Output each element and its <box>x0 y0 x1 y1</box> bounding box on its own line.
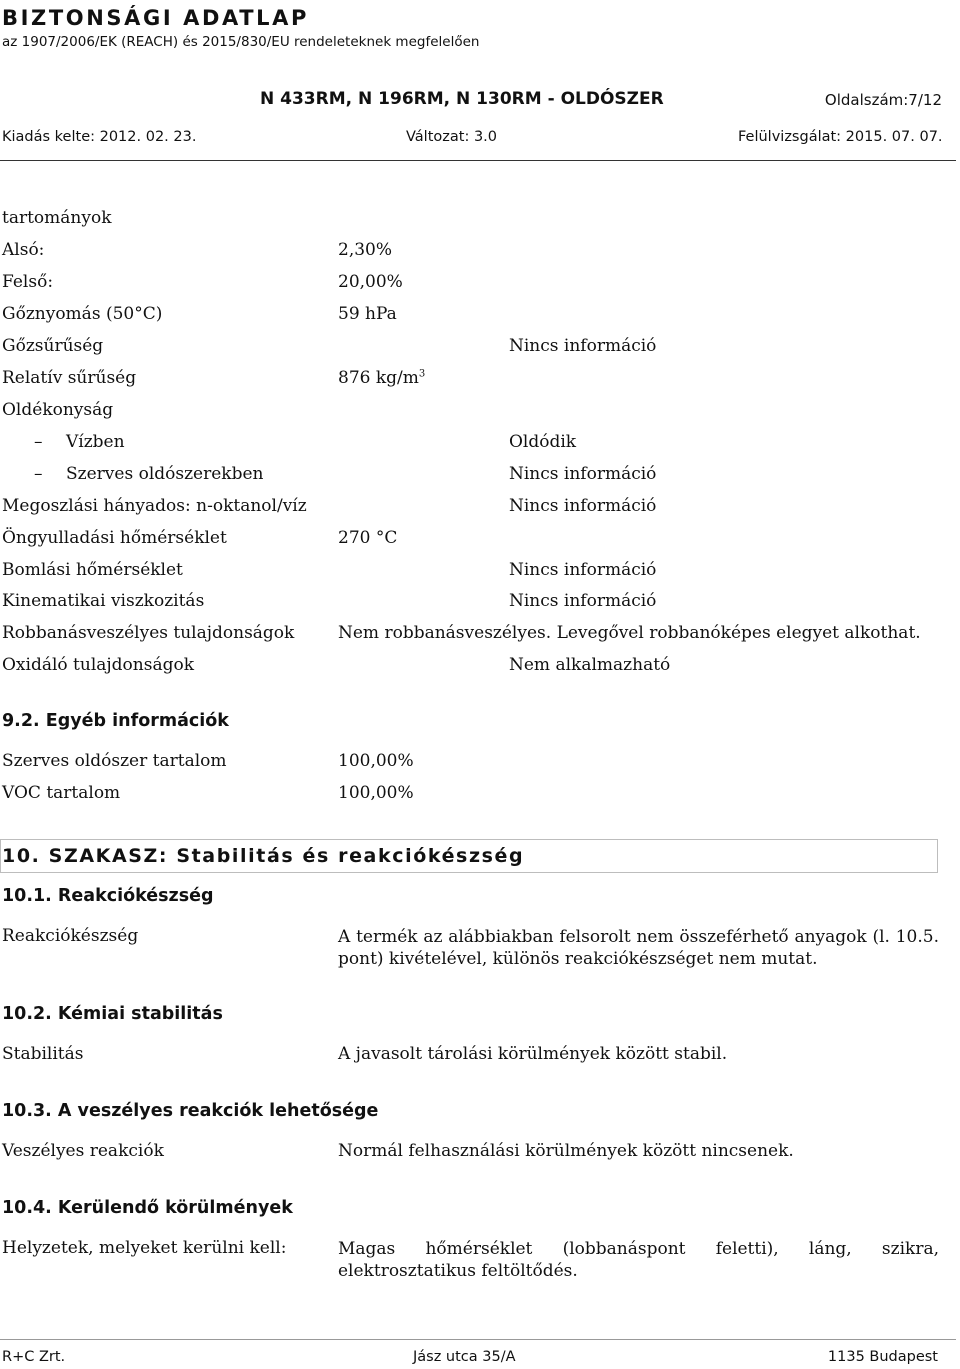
vapor-pressure-label: Gőznyomás (50°C) <box>2 304 163 324</box>
decomposition-label: Bomlási hőmérséklet <box>2 560 183 580</box>
reactivity-value: A termék az alábbiakban felsorolt nem összeférhető anyagok (l. 10.5. pont) kivételével, különös reakciókészséget nem mutat. <box>338 927 939 969</box>
stability-label: Stabilitás <box>2 1044 84 1064</box>
relative-density-value <box>338 368 425 388</box>
document-subtitle: az 1907/2006/EK (REACH) és 2015/830/EU rendeleteknek megfelelően <box>2 34 480 50</box>
header-divider <box>0 160 956 161</box>
solubility-label: Oldékonyság <box>2 400 114 420</box>
relative-density-superscript: 3 <box>418 368 426 380</box>
vapor-density-label: Gőzsűrűség <box>2 336 104 356</box>
voc-content-label: VOC tartalom <box>2 783 121 803</box>
organic-solubility-value: Nincs információ <box>509 464 657 484</box>
product-name: N 433RM, N 196RM, N 130RM - OLDÓSZER <box>260 89 664 109</box>
heading-10-1: 10.1. Reakciókészség <box>2 886 214 906</box>
decomposition-value: Nincs információ <box>509 560 657 580</box>
revision-date: Felülvizsgálat: 2015. 07. 07. <box>738 129 943 145</box>
lower-limit-value: 2,30% <box>338 240 393 260</box>
relative-density-number: 876 kg/m <box>338 368 419 388</box>
viscosity-label: Kinematikai viszkozitás <box>2 591 205 611</box>
stability-value: A javasolt tárolási körülmények között stabil. <box>338 1044 728 1064</box>
water-solubility-value: Oldódik <box>509 432 577 452</box>
dash-bullet-organic: – <box>34 464 43 484</box>
conditions-to-avoid-value: Magas hőmérséklet (lobbanáspont feletti), láng, szikra, elektrosztatikus feltöltődés. <box>338 1239 939 1281</box>
explosive-properties-value: Nem robbanásveszélyes. Levegővel robbanóképes elegyet alkothat. <box>338 623 921 643</box>
hazardous-reactions-value: Normál felhasználási körülmények között nincsenek. <box>338 1141 794 1161</box>
footer-divider <box>0 1339 956 1340</box>
upper-limit-value: 20,00% <box>338 272 403 292</box>
solvent-content-value: 100,00% <box>338 751 414 771</box>
partition-coefficient-label: Megoszlási hányados: n-oktanol/víz <box>2 496 307 516</box>
vapor-pressure-value: 59 hPa <box>338 304 397 324</box>
heading-9-2: 9.2. Egyéb információk <box>2 711 229 731</box>
page-number: Oldalszám:7/12 <box>824 91 942 109</box>
heading-10-4: 10.4. Kerülendő körülmények <box>2 1198 293 1218</box>
footer-street: Jász utca 35/A <box>413 1349 516 1365</box>
footer-city: 1135 Budapest <box>827 1349 938 1365</box>
oxidizing-properties-value: Nem alkalmazható <box>509 655 671 675</box>
oxidizing-properties-label: Oxidáló tulajdonságok <box>2 655 195 675</box>
dash-bullet-water: – <box>34 432 43 452</box>
autoignition-value: 270 °C <box>338 528 398 548</box>
solvent-content-label: Szerves oldószer tartalom <box>2 751 227 771</box>
water-solubility-label: Vízben <box>66 432 125 452</box>
issue-date: Kiadás kelte: 2012. 02. 23. <box>2 129 197 145</box>
upper-limit-label: Felső: <box>2 272 54 292</box>
conditions-to-avoid-label: Helyzetek, melyeket kerülni kell: <box>2 1238 287 1258</box>
document-title: BIZTONSÁGI ADATLAP <box>2 6 309 30</box>
lower-limit-label: Alsó: <box>2 240 45 260</box>
organic-solubility-label: Szerves oldószerekben <box>66 464 264 484</box>
vapor-density-value: Nincs információ <box>509 336 657 356</box>
relative-density-label: Relatív sűrűség <box>2 368 137 388</box>
voc-content-value: 100,00% <box>338 783 414 803</box>
viscosity-value: Nincs információ <box>509 591 657 611</box>
footer-company: R+C Zrt. <box>2 1349 66 1365</box>
version: Változat: 3.0 <box>406 129 498 145</box>
autoignition-label: Öngyulladási hőmérséklet <box>2 528 227 548</box>
range-label: tartományok <box>2 208 112 228</box>
heading-10-3: 10.3. A veszélyes reakciók lehetősége <box>2 1101 379 1121</box>
hazardous-reactions-label: Veszélyes reakciók <box>2 1141 164 1161</box>
heading-10-2: 10.2. Kémiai stabilitás <box>2 1004 223 1024</box>
explosive-properties-label: Robbanásveszélyes tulajdonságok <box>2 623 295 643</box>
section-10-title: 10. SZAKASZ: Stabilitás és reakciókészség <box>2 845 525 867</box>
partition-coefficient-value: Nincs információ <box>509 496 657 516</box>
reactivity-label: Reakciókészség <box>2 926 139 946</box>
